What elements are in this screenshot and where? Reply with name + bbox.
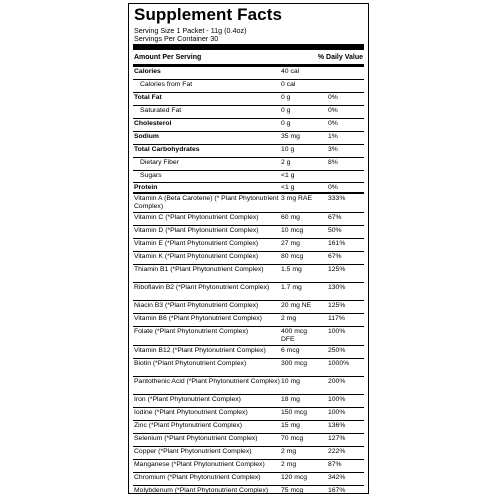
nutrient-name: Chromium (*Plant Phytonutrient Complex) bbox=[134, 474, 261, 481]
nutrient-amount: 400 mcg DFE bbox=[281, 328, 308, 343]
nutrient-name: Zinc (*Plant Phytonutrient Complex) bbox=[134, 422, 243, 429]
nutrient-amount: 3 mg RAE bbox=[281, 195, 312, 202]
table-row bbox=[133, 238, 364, 252]
nutrient-amount: 15 mg bbox=[281, 422, 300, 429]
nutrient-amount: 70 mcg bbox=[281, 435, 304, 442]
nutrient-name: Total Carbohydrates bbox=[134, 146, 200, 153]
nutrient-amount: 10 g bbox=[281, 146, 295, 153]
nutrient-name: Folate (*Plant Phytonutrient Complex) bbox=[134, 328, 249, 335]
nutrient-amount: 20 mg NE bbox=[281, 302, 312, 309]
table-row bbox=[133, 212, 364, 226]
nutrient-amount: 1.7 mg bbox=[281, 284, 302, 291]
table-row bbox=[133, 144, 364, 158]
nutrient-name: Calories bbox=[134, 68, 161, 75]
table-row bbox=[133, 251, 364, 265]
table-row bbox=[133, 264, 364, 283]
nutrient-amount: 1.5 mg bbox=[281, 266, 302, 273]
amount-per-serving-label: Amount Per Serving bbox=[134, 54, 202, 61]
nutrient-dv: 342% bbox=[328, 474, 346, 481]
nutrient-amount: <1 g bbox=[281, 172, 295, 179]
table-row bbox=[133, 433, 364, 447]
nutrient-dv: 130% bbox=[328, 284, 346, 291]
nutrient-name: Vitamin A (Beta Carotene) (* Plant Phytonutrient Complex) bbox=[134, 195, 279, 210]
table-row bbox=[133, 472, 364, 486]
nutrient-dv: 0% bbox=[328, 107, 338, 114]
nutrient-name: Biotin (*Plant Phytonutrient Complex) bbox=[134, 360, 247, 367]
nutrient-name: Saturated Fat bbox=[140, 107, 182, 114]
nutrient-dv: 1000% bbox=[328, 360, 350, 367]
nutrient-amount: 10 mg bbox=[281, 378, 300, 385]
nutrient-dv: 67% bbox=[328, 253, 342, 260]
nutrient-name: Dietary Fiber bbox=[140, 159, 179, 166]
serving-size: Serving Size 1 Packet - 11g (0.4oz) bbox=[134, 26, 247, 35]
nutrient-amount: 300 mcg bbox=[281, 360, 308, 367]
nutrient-name: Vitamin B6 (*Plant Phytonutrient Complex) bbox=[134, 315, 262, 322]
nutrient-name: Sugars bbox=[140, 172, 162, 179]
nutrient-amount: 0 cal bbox=[281, 81, 296, 88]
table-row bbox=[133, 300, 364, 314]
nutrient-amount: 120 mcg bbox=[281, 474, 308, 481]
nutrient-dv: 200% bbox=[328, 378, 346, 385]
nutrient-amount: 2 mg bbox=[281, 448, 297, 455]
panel-title: Supplement Facts bbox=[134, 5, 283, 24]
nutrient-name: Sodium bbox=[134, 133, 159, 140]
nutrient-dv: 0% bbox=[328, 184, 338, 191]
nutrient-dv: 117% bbox=[328, 315, 345, 322]
nutrient-name: Vitamin D (*Plant Phytonutrient Complex) bbox=[134, 227, 259, 234]
table-row bbox=[133, 118, 364, 132]
nutrient-name: Vitamin C (*Plant Phytonutrient Complex) bbox=[134, 214, 259, 221]
table-row bbox=[133, 192, 364, 214]
nutrient-amount: 0 g bbox=[281, 94, 291, 101]
nutrient-dv: 167% bbox=[328, 487, 346, 494]
nutrient-amount: 40 cal bbox=[281, 68, 300, 75]
nutrient-amount: 80 mcg bbox=[281, 253, 304, 260]
nutrient-dv: 0% bbox=[328, 94, 338, 101]
table-row bbox=[133, 358, 364, 377]
table-row bbox=[133, 376, 364, 395]
table-row bbox=[133, 313, 364, 327]
nutrient-amount: 2 mg bbox=[281, 315, 297, 322]
table-row bbox=[133, 92, 364, 106]
table-row bbox=[133, 459, 364, 473]
nutrient-dv: 222% bbox=[328, 448, 346, 455]
nutrient-name: Pantothenic Acid (*Plant Phytonutrient Complex) bbox=[134, 378, 280, 385]
supplement-facts-panel bbox=[128, 3, 369, 494]
nutrient-dv: 100% bbox=[328, 328, 346, 335]
nutrient-dv: 50% bbox=[328, 227, 342, 234]
table-row bbox=[133, 420, 364, 434]
nutrient-amount: 18 mg bbox=[281, 396, 300, 403]
nutrient-name: Niacin B3 (*Plant Phytonutrient Complex) bbox=[134, 302, 259, 309]
nutrient-name: Copper (*Plant Phytonutrient Complex) bbox=[134, 448, 252, 455]
nutrient-dv: 125% bbox=[328, 302, 346, 309]
nutrient-dv: 8% bbox=[328, 159, 338, 166]
nutrient-dv: 1% bbox=[328, 133, 338, 140]
nutrient-name: Iodine (*Plant Phytonutrient Complex) bbox=[134, 409, 248, 416]
table-row bbox=[133, 105, 364, 119]
thick-divider bbox=[133, 44, 364, 50]
nutrient-dv: 100% bbox=[328, 396, 346, 403]
table-row bbox=[133, 407, 364, 421]
table-row bbox=[133, 446, 364, 460]
nutrient-name: Manganese (*Plant Phytonutrient Complex) bbox=[134, 461, 265, 468]
nutrient-amount: 35 mg bbox=[281, 133, 300, 140]
nutrient-dv: 250% bbox=[328, 347, 346, 354]
table-row bbox=[133, 66, 364, 80]
table-row bbox=[133, 326, 364, 346]
nutrient-dv: 100% bbox=[328, 409, 346, 416]
nutrient-dv: 87% bbox=[328, 461, 342, 468]
nutrient-name: Cholesterol bbox=[134, 120, 172, 127]
nutrient-amount: 0 g bbox=[281, 120, 291, 127]
nutrient-name: Protein bbox=[134, 184, 158, 191]
nutrient-name: Molybdenum (*Plant Phytonutrient Complex) bbox=[134, 487, 269, 494]
nutrient-amount: 0 g bbox=[281, 107, 291, 114]
nutrient-name: Selenium (*Plant Phytonutrient Complex) bbox=[134, 435, 258, 442]
daily-value-label: % Daily Value bbox=[317, 54, 363, 61]
nutrient-name: Riboflavin B2 (*Plant Phytonutrient Complex) bbox=[134, 284, 270, 291]
nutrient-name: Vitamin E (*Plant Phytonutrient Complex) bbox=[134, 240, 259, 247]
nutrient-amount: 150 mcg bbox=[281, 409, 308, 416]
nutrient-dv: 136% bbox=[328, 422, 346, 429]
nutrient-dv: 161% bbox=[328, 240, 346, 247]
nutrient-dv: 125% bbox=[328, 266, 346, 273]
nutrient-dv: 3% bbox=[328, 146, 338, 153]
table-row bbox=[133, 345, 364, 359]
nutrient-name: Thiamin B1 (*Plant Phytonutrient Complex) bbox=[134, 266, 264, 273]
nutrient-name: Vitamin K (*Plant Phytonutrient Complex) bbox=[134, 253, 259, 260]
nutrient-amount: <1 g bbox=[281, 184, 295, 191]
nutrient-dv: 0% bbox=[328, 120, 338, 127]
nutrient-name: Iron (*Plant Phytonutrient Complex) bbox=[134, 396, 241, 403]
nutrient-amount: 60 mg bbox=[281, 214, 300, 221]
nutrient-name: Total Fat bbox=[134, 94, 162, 101]
servings-per-container: Servings Per Container 30 bbox=[134, 34, 219, 43]
nutrient-amount: 75 mcg bbox=[281, 487, 304, 494]
nutrient-name: Calories from Fat bbox=[140, 81, 193, 88]
table-row bbox=[133, 282, 364, 301]
nutrient-amount: 2 g bbox=[281, 159, 291, 166]
nutrient-dv: 333% bbox=[328, 195, 346, 202]
nutrient-dv: 127% bbox=[328, 435, 346, 442]
nutrient-amount: 2 mg bbox=[281, 461, 297, 468]
table-row bbox=[133, 394, 364, 408]
column-header bbox=[134, 54, 363, 64]
nutrient-amount: 27 mg bbox=[281, 240, 300, 247]
table-row bbox=[133, 485, 364, 495]
nutrient-dv: 67% bbox=[328, 214, 342, 221]
nutrient-name: Vitamin B12 (*Plant Phytonutrient Complex) bbox=[134, 347, 266, 354]
nutrient-amount: 6 mcg bbox=[281, 347, 300, 354]
table-row bbox=[133, 79, 364, 93]
table-row bbox=[133, 225, 364, 239]
table-row bbox=[133, 131, 364, 145]
nutrient-amount: 10 mcg bbox=[281, 227, 304, 234]
table-row bbox=[133, 157, 364, 171]
